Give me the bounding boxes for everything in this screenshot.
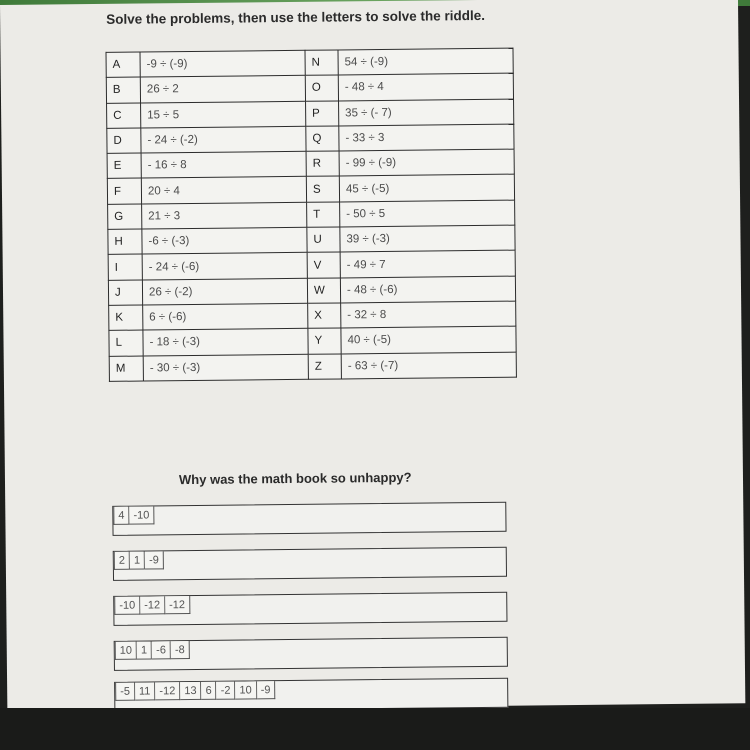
answer-code: 4 <box>113 507 129 525</box>
letter-cell: T <box>307 202 340 228</box>
answer-code: 10 <box>115 642 137 660</box>
problem-cell: 15 ÷ 5 <box>141 101 306 128</box>
answer-code: 1 <box>130 552 145 570</box>
letter-cell: K <box>109 305 143 331</box>
letter-cell: V <box>307 252 340 278</box>
answer-code: -6 <box>152 641 171 659</box>
letter-cell: O <box>305 75 338 101</box>
answer-code: -2 <box>217 682 236 700</box>
problem-cell: -9 ÷ (-9) <box>140 50 305 77</box>
letter-cell: S <box>306 176 339 202</box>
letter-cell: E <box>107 153 141 179</box>
problem-cell: - 48 ÷ (-6) <box>340 276 515 303</box>
problem-cell: - 30 ÷ (-3) <box>143 354 308 381</box>
answer-code: -12 <box>155 682 180 700</box>
answer-code: -5 <box>115 683 135 701</box>
problem-cell: - 16 ÷ 8 <box>141 151 306 178</box>
letter-cell: G <box>108 204 142 230</box>
problem-cell: 54 ÷ (-9) <box>338 48 513 75</box>
desk-background <box>0 708 750 750</box>
answer-code: -8 <box>171 641 190 659</box>
letter-key-table <box>105 48 516 382</box>
problem-cell: - 33 ÷ 3 <box>339 124 514 151</box>
problem-cell: 6 ÷ (-6) <box>143 303 308 330</box>
problem-cell: 39 ÷ (-3) <box>340 225 515 252</box>
problem-cell: 21 ÷ 3 <box>142 202 307 229</box>
answer-code: -12 <box>165 596 190 614</box>
letter-cell: L <box>109 330 143 356</box>
letter-cell: U <box>307 227 340 253</box>
answer-code: -9 <box>145 551 164 569</box>
problem-cell: 26 ÷ (-2) <box>142 278 307 305</box>
letter-cell: I <box>108 254 142 280</box>
problem-cell: -6 ÷ (-3) <box>142 227 307 254</box>
letter-cell: D <box>107 128 141 154</box>
answer-row-4[interactable] <box>114 637 508 671</box>
problem-cell: - 50 ÷ 5 <box>340 200 515 227</box>
answer-code: 13 <box>180 682 201 700</box>
problem-cell: - 63 ÷ (-7) <box>341 352 516 379</box>
letter-cell: F <box>107 179 141 205</box>
problem-cell: 45 ÷ (-5) <box>339 175 514 202</box>
answer-code: 6 <box>201 682 216 700</box>
letter-cell: Y <box>308 328 341 354</box>
problem-cell: - 99 ÷ (-9) <box>339 149 514 176</box>
letter-cell: C <box>107 103 141 129</box>
instructions-text: Solve the problems, then use the letters to solve the riddle. <box>106 7 486 27</box>
problem-cell: - 24 ÷ (-6) <box>142 253 307 280</box>
letter-cell: M <box>109 356 143 382</box>
riddle-question: Why was the math book so unhappy? <box>178 469 412 488</box>
answer-code: 11 <box>135 682 156 700</box>
problem-cell: 35 ÷ (- 7) <box>339 99 514 126</box>
answer-row-2[interactable] <box>113 547 507 581</box>
key-row <box>109 352 516 382</box>
letter-cell: X <box>308 303 341 329</box>
letter-cell: H <box>108 229 142 255</box>
answer-code: 1 <box>137 641 152 659</box>
answer-row-3[interactable] <box>113 592 507 626</box>
letter-cell: W <box>307 278 340 304</box>
answer-code: -10 <box>114 597 140 615</box>
answer-code: 10 <box>235 681 256 699</box>
problem-cell: 26 ÷ 2 <box>140 76 305 103</box>
letter-cell: B <box>106 77 140 103</box>
letter-cell: P <box>306 101 339 127</box>
letter-cell: J <box>108 280 142 306</box>
answer-code: -9 <box>257 681 276 699</box>
answer-code: -10 <box>129 506 154 524</box>
letter-cell: N <box>305 50 338 76</box>
letter-cell: Q <box>306 126 339 152</box>
letter-cell: R <box>306 151 339 177</box>
answer-code: -12 <box>140 596 165 614</box>
answer-row-1[interactable] <box>112 502 506 536</box>
problem-cell: 20 ÷ 4 <box>141 177 306 204</box>
problem-cell: - 18 ÷ (-3) <box>143 329 308 356</box>
letter-cell: Z <box>308 354 341 380</box>
problem-cell: - 48 ÷ 4 <box>338 73 513 100</box>
problem-cell: - 24 ÷ (-2) <box>141 126 306 153</box>
problem-cell: 40 ÷ (-5) <box>341 326 516 353</box>
answer-code: 2 <box>114 552 130 570</box>
problem-cell: - 49 ÷ 7 <box>340 250 515 277</box>
answer-row-5[interactable] <box>114 678 508 712</box>
problem-cell: - 32 ÷ 8 <box>341 301 516 328</box>
letter-cell: A <box>106 52 140 78</box>
